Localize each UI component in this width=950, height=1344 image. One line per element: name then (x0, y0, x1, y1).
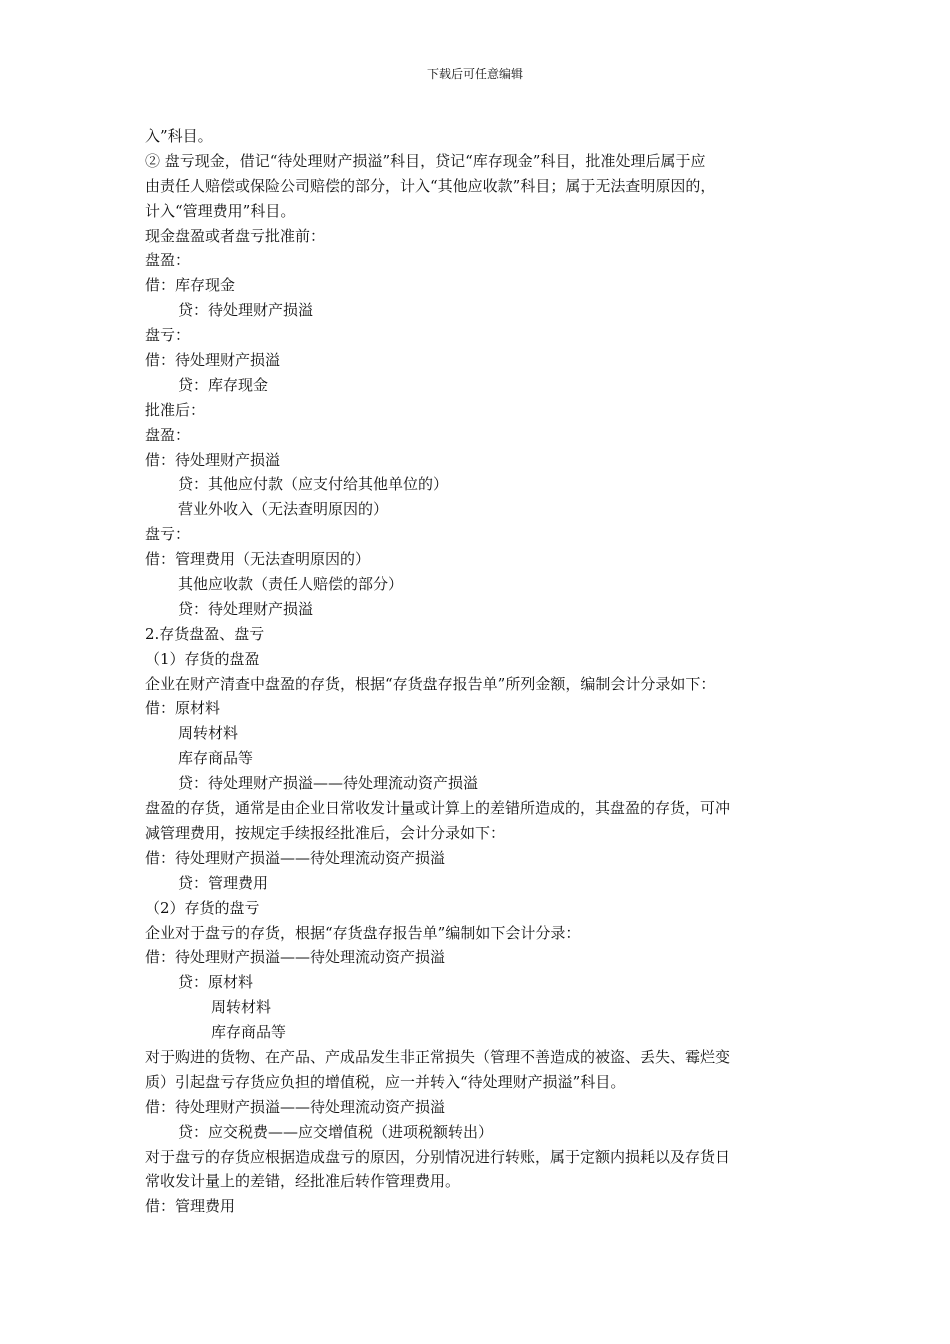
text-line: 盘亏： (145, 525, 191, 544)
text-line: 借：管理费用 (145, 1197, 236, 1216)
text-line: 营业外收入（无法查明原因的） (178, 500, 389, 519)
text-line: 借：原材料 (145, 699, 221, 718)
text-line: 2.存货盘盈、盘亏 (145, 624, 265, 643)
text-line: 周转材料 (211, 998, 272, 1017)
text-line: ② 盘亏现金，借记“待处理财产损溢”科目，贷记“库存现金”科目，批准处理后属于应 (145, 151, 706, 170)
text-line: 对于购进的货物、在产品、产成品发生非正常损失（管理不善造成的被盗、丢失、霉烂变 (145, 1047, 731, 1066)
text-line: 计入“管理费用”科目。 (145, 201, 296, 220)
text-line: 其他应收款（责任人赔偿的部分） (178, 575, 404, 594)
text-line: 借：待处理财产损溢——待处理流动资产损溢 (145, 848, 446, 867)
text-line: 盘盈： (145, 425, 191, 444)
text-line: 贷：待处理财产损溢 (178, 599, 314, 618)
text-line: 借：待处理财产损溢 (145, 450, 281, 469)
text-line: 贷：其他应付款（应支付给其他单位的） (178, 475, 449, 494)
text-line: 贷：应交税费——应交增值税（进项税额转出） (178, 1122, 494, 1141)
text-line: 贷：待处理财产损溢——待处理流动资产损溢 (178, 774, 479, 793)
text-line: 借：库存现金 (145, 276, 236, 295)
text-line: 盘亏： (145, 326, 191, 345)
document-body (145, 124, 810, 1219)
text-line: 贷：待处理财产损溢 (178, 301, 314, 320)
text-line: （1）存货的盘盈 (145, 649, 260, 668)
text-line: 周转材料 (178, 724, 239, 743)
text-line: 减管理费用，按规定手续报经批准后，会计分录如下： (145, 823, 506, 842)
text-line: 入”科目。 (145, 127, 213, 145)
text-line: 对于盘亏的存货应根据造成盘亏的原因，分别情况进行转账，属于定额内损耗以及存货日 (145, 1147, 731, 1166)
text-line: 质）引起盘亏存货应负担的增值税，应一并转入“待处理财产损溢”科目。 (145, 1072, 626, 1091)
text-line: 常收发计量上的差错，经批准后转作管理费用。 (145, 1172, 461, 1191)
text-line: （2）存货的盘亏 (145, 898, 260, 917)
text-line: 批准后： (145, 400, 206, 419)
text-line: 借：待处理财产损溢——待处理流动资产损溢 (145, 948, 446, 967)
text-line: 盘盈的存货，通常是由企业日常收发计量或计算上的差错所造成的，其盘盈的存货，可冲 (145, 799, 731, 818)
page-header: 下载后可任意编辑 (426, 67, 523, 81)
text-line: 借：待处理财产损溢 (145, 351, 281, 370)
text-line: 借：管理费用（无法查明原因的） (145, 550, 371, 569)
text-line: 借：待处理财产损溢——待处理流动资产损溢 (145, 1097, 446, 1116)
text-line: 现金盘盈或者盘亏批准前： (145, 226, 326, 245)
text-line: 贷：原材料 (178, 973, 254, 992)
text-line: 由责任人赔偿或保险公司赔偿的部分，计入“其他应收款”科目；属于无法查明原因的， (145, 176, 716, 195)
text-line: 企业对于盘亏的存货，根据“存货盘存报告单”编制如下会计分录： (145, 923, 581, 942)
text-line: 企业在财产清查中盘盈的存货，根据“存货盘存报告单”所列金额，编制会计分录如下： (145, 674, 716, 693)
text-line: 盘盈： (145, 251, 191, 270)
text-line: 贷：库存现金 (178, 375, 269, 394)
text-line: 库存商品等 (211, 1023, 287, 1042)
text-line: 库存商品等 (178, 749, 254, 768)
text-line: 贷：管理费用 (178, 873, 269, 892)
